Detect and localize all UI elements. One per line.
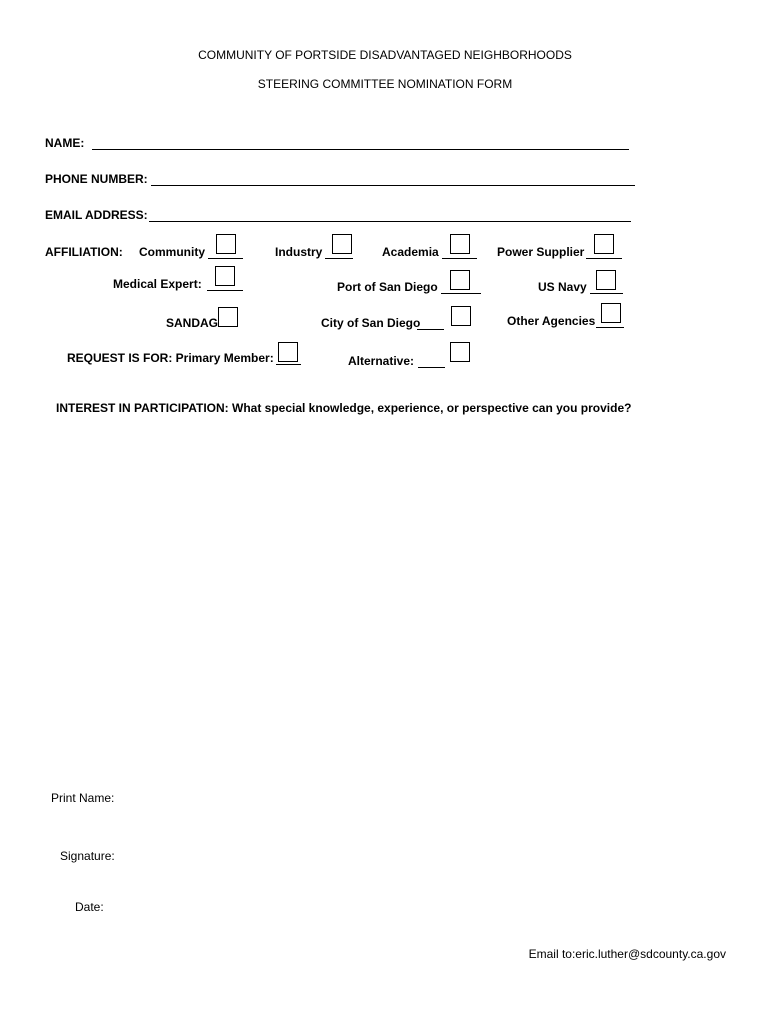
- interest-label: INTEREST IN PARTICIPATION: What special knowledge, experience, or perspective can you provide?: [56, 401, 632, 415]
- form-subtitle: STEERING COMMITTEE NOMINATION FORM: [257, 77, 513, 91]
- community-underline: [208, 258, 243, 259]
- phone-label: PHONE NUMBER:: [45, 172, 148, 186]
- us-navy-checkbox[interactable]: [596, 270, 616, 290]
- medical-expert-underline: [207, 290, 243, 291]
- power-supplier-underline: [586, 258, 622, 259]
- other-agencies-checkbox[interactable]: [601, 303, 621, 323]
- print-name-label: Print Name:: [51, 791, 115, 805]
- alternative-underline: [418, 367, 445, 368]
- alternative-checkbox[interactable]: [450, 342, 470, 362]
- port-of-san-diego-checkbox[interactable]: [450, 270, 470, 290]
- city-of-san-diego-label: City of San Diego: [321, 316, 421, 330]
- power-supplier-label: Power Supplier: [497, 245, 585, 259]
- signature-label: Signature:: [60, 849, 115, 863]
- other-agencies-underline: [596, 327, 624, 328]
- industry-label: Industry: [275, 245, 323, 259]
- primary-member-checkbox[interactable]: [278, 342, 298, 362]
- date-label: Date:: [75, 900, 104, 914]
- community-label: Community: [139, 245, 205, 259]
- name-label: NAME:: [45, 136, 85, 150]
- name-field[interactable]: [92, 149, 629, 150]
- port-of-san-diego-underline: [441, 293, 481, 294]
- us-navy-label: US Navy: [538, 280, 587, 294]
- medical-expert-checkbox[interactable]: [215, 266, 235, 286]
- form-title: COMMUNITY OF PORTSIDE DISADVANTAGED NEIGHBORHOODS: [198, 48, 572, 62]
- city-of-san-diego-checkbox[interactable]: [451, 306, 471, 326]
- alternative-label: Alternative:: [348, 354, 415, 368]
- port-of-san-diego-label: Port of San Diego: [337, 280, 438, 294]
- community-checkbox[interactable]: [216, 234, 236, 254]
- email-to: Email to:eric.luther@sdcounty.ca.gov: [528, 947, 726, 961]
- primary-member-underline: [276, 364, 301, 365]
- academia-underline: [442, 258, 477, 259]
- sandag-checkbox[interactable]: [218, 307, 238, 327]
- affiliation-label: AFFILIATION:: [45, 245, 123, 259]
- email-label: EMAIL ADDRESS:: [45, 208, 148, 222]
- industry-underline: [325, 258, 353, 259]
- sandag-label: SANDAG: [166, 316, 219, 330]
- phone-field[interactable]: [151, 185, 635, 186]
- interest-response-area[interactable]: [56, 425, 716, 775]
- request-label: REQUEST IS FOR: Primary Member:: [67, 351, 274, 365]
- industry-checkbox[interactable]: [332, 234, 352, 254]
- academia-checkbox[interactable]: [450, 234, 470, 254]
- city-of-san-diego-underline: [417, 329, 444, 330]
- academia-label: Academia: [382, 245, 439, 259]
- other-agencies-label: Other Agencies: [507, 314, 596, 328]
- email-field[interactable]: [149, 221, 631, 222]
- medical-expert-label: Medical Expert:: [113, 277, 202, 291]
- power-supplier-checkbox[interactable]: [594, 234, 614, 254]
- us-navy-underline: [590, 293, 623, 294]
